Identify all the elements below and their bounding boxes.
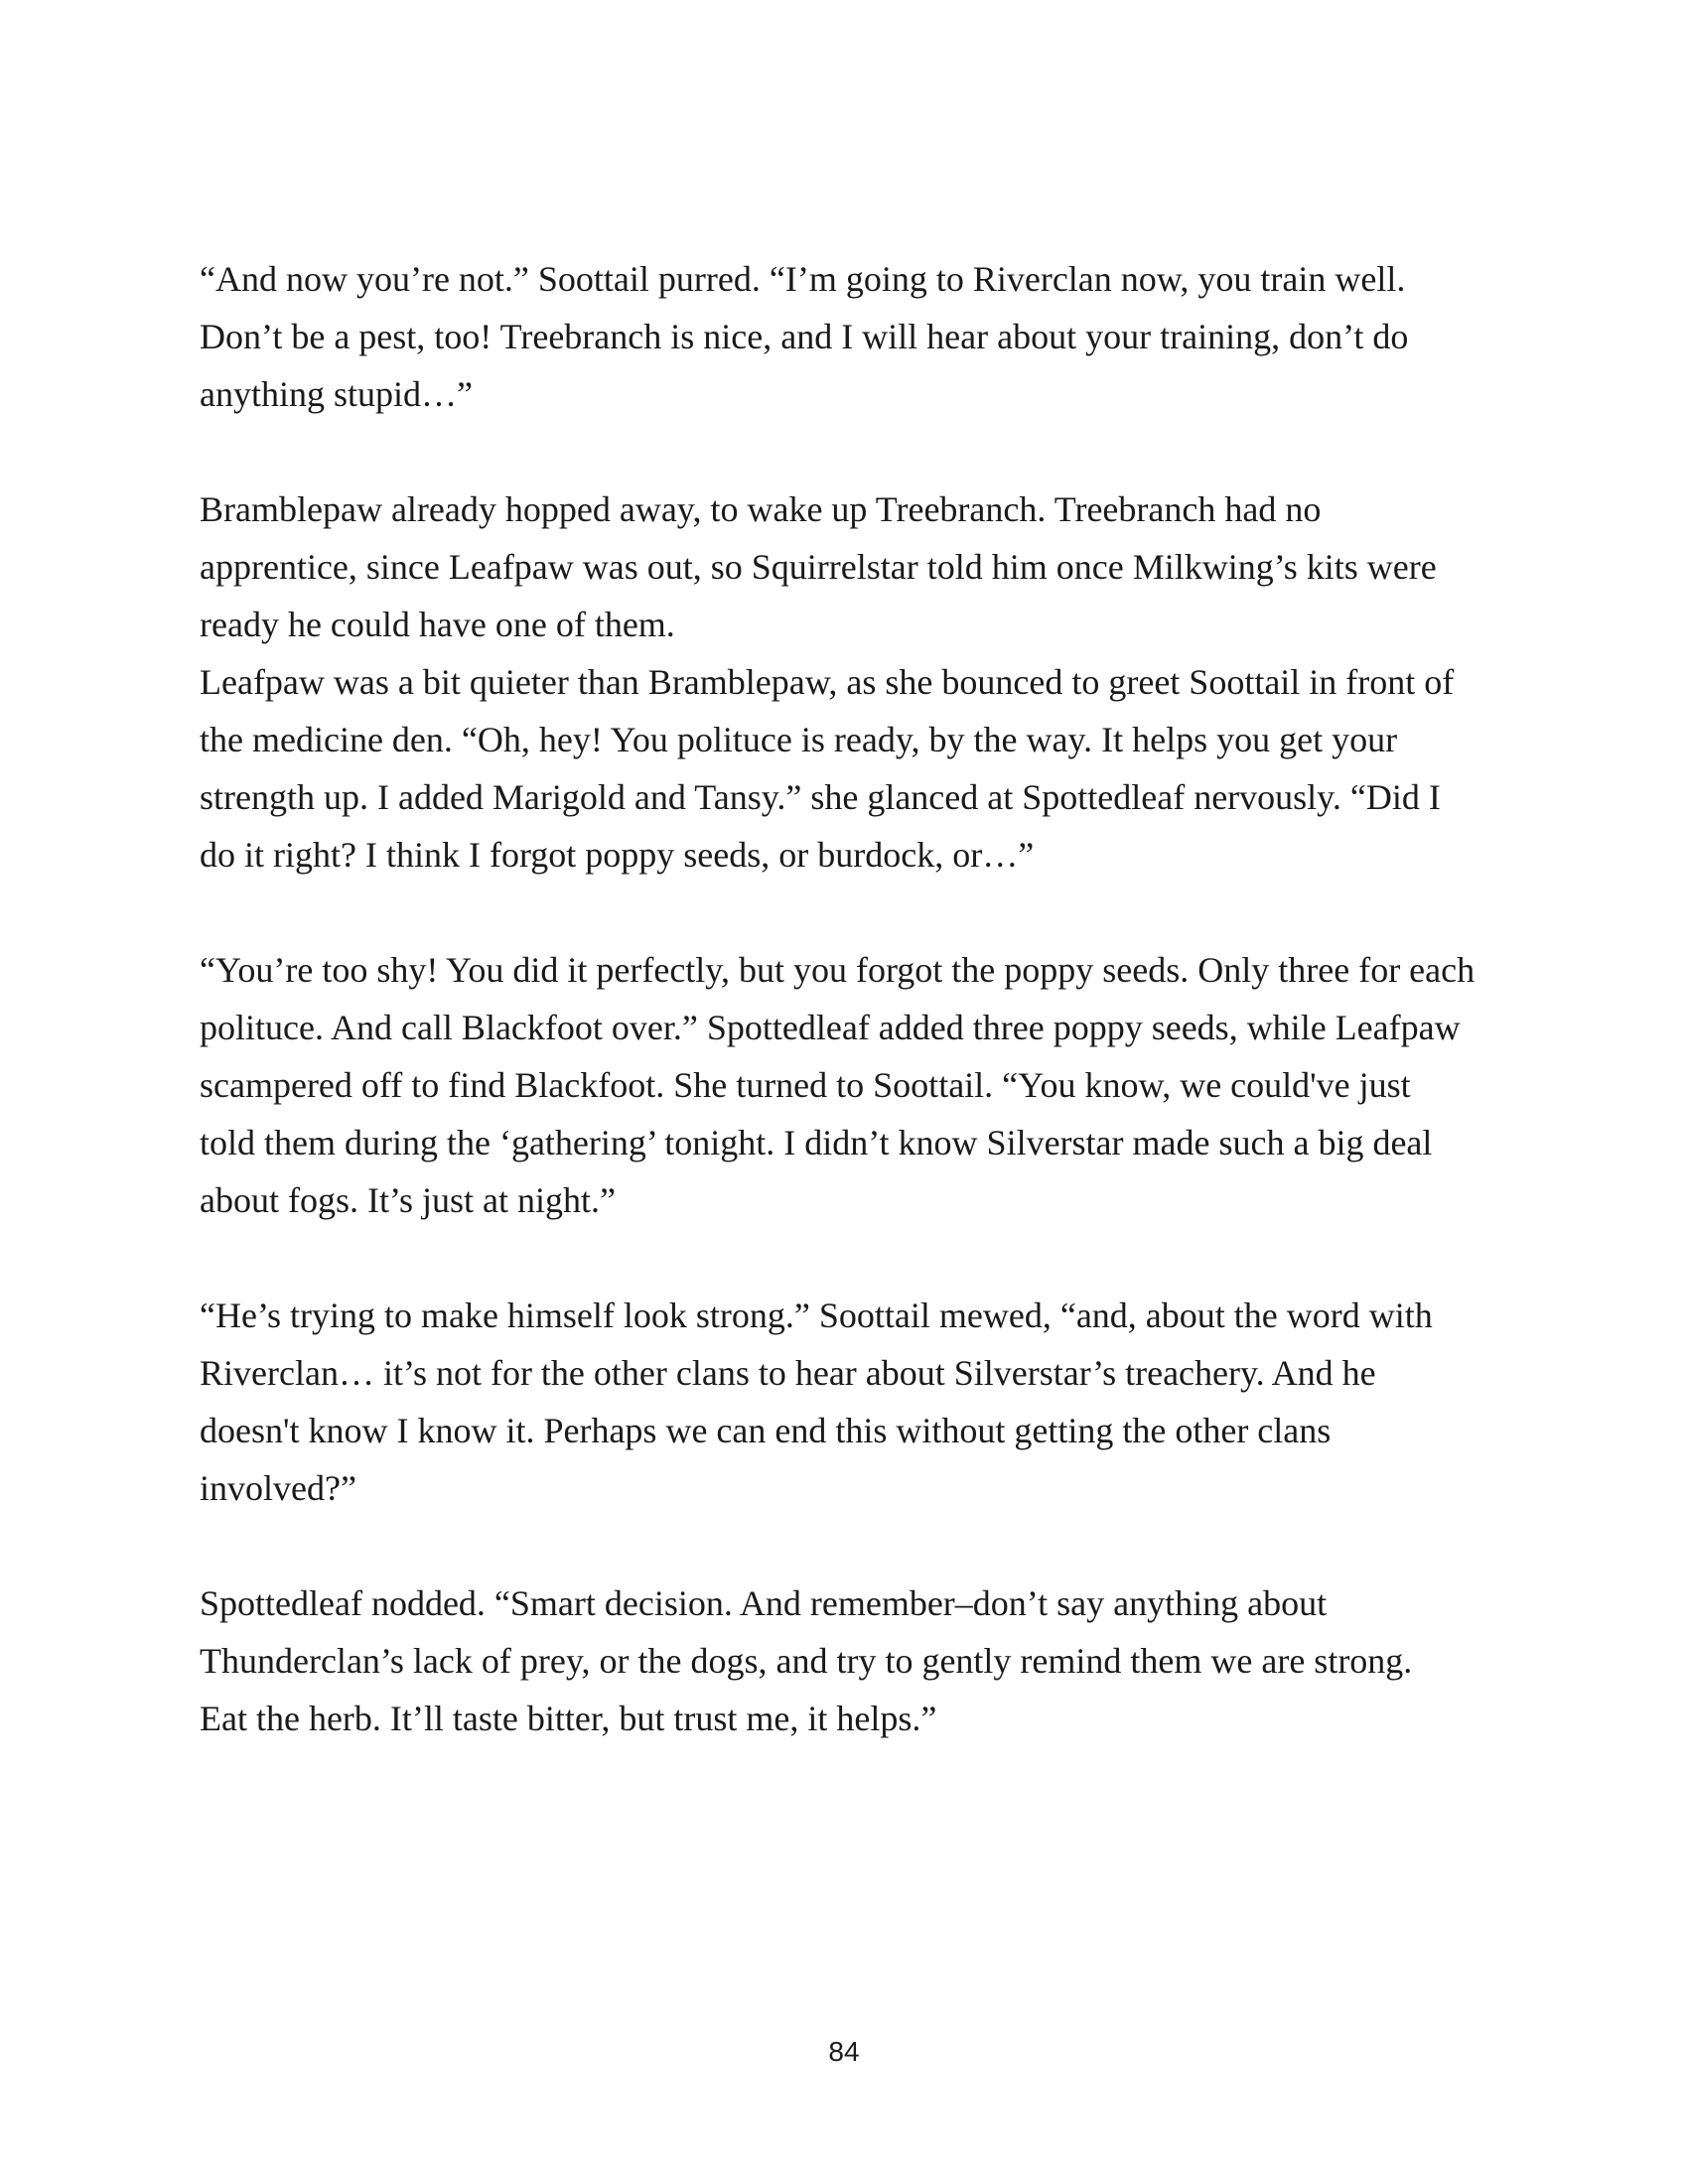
text-line: anything stupid…” [200, 374, 473, 414]
paragraph-2 [200, 480, 1500, 653]
page-number: 84 [828, 2036, 860, 2067]
text-line: Spottedleaf nodded. “Smart decision. And remember–don’t say anything about [200, 1583, 1328, 1623]
text-line: apprentice, since Leafpaw was out, so Squirrelstar told him once Milkwing’s kits were [200, 547, 1437, 587]
text-line: strength up. I added Marigold and Tansy.” she glanced at Spottedleaf nervously. “Did I [200, 777, 1441, 817]
text-line: “You’re too shy! You did it perfectly, but you forgot the poppy seeds. Only three for each [200, 950, 1476, 990]
text-line: Don’t be a pest, too! Treebranch is nice, and I will hear about your training, don’t do [200, 317, 1409, 356]
text-line: do it right? I think I forgot poppy seeds, or burdock, or…” [200, 835, 1035, 875]
text-line: scampered off to find Blackfoot. She turned to Soottail. “You know, we could've just [200, 1065, 1411, 1105]
paragraph-1 [200, 250, 1500, 423]
text-line: the medicine den. “Oh, hey! You polituce is ready, by the way. It helps you get your [200, 720, 1398, 759]
text-line: “He’s trying to make himself look strong.” Soottail mewed, “and, about the word with [200, 1296, 1433, 1335]
text-line: Thunderclan’s lack of prey, or the dogs, and try to gently remind them we are strong. [200, 1641, 1413, 1681]
paragraph-4 [200, 941, 1500, 1229]
paragraph-5 [200, 1287, 1500, 1517]
text-line: about fogs. It’s just at night.” [200, 1180, 616, 1220]
text-line: Leafpaw was a bit quieter than Bramblepaw, as she bounced to greet Soottail in front of [200, 662, 1455, 702]
text-line: Eat the herb. It’ll taste bitter, but trust me, it helps.” [200, 1699, 937, 1738]
text-line: doesn't know I know it. Perhaps we can end this without getting the other clans [200, 1411, 1332, 1450]
text-line: ready he could have one of them. [200, 605, 675, 644]
body-text [200, 250, 1500, 1747]
text-line: Bramblepaw already hopped away, to wake up Treebranch. Treebranch had no [200, 489, 1322, 529]
paragraph-3 [200, 653, 1500, 884]
text-line: Riverclan… it’s not for the other clans to hear about Silverstar’s treachery. And he [200, 1353, 1376, 1393]
text-line: “And now you’re not.” Soottail purred. “I’m going to Riverclan now, you train well. [200, 259, 1406, 299]
text-line: polituce. And call Blackfoot over.” Spottedleaf added three poppy seeds, while Leafpaw [200, 1008, 1461, 1047]
text-line: involved?” [200, 1468, 356, 1508]
paragraph-6 [200, 1574, 1500, 1747]
text-line: told them during the ‘gathering’ tonight. I didn’t know Silverstar made such a big deal [200, 1123, 1433, 1162]
